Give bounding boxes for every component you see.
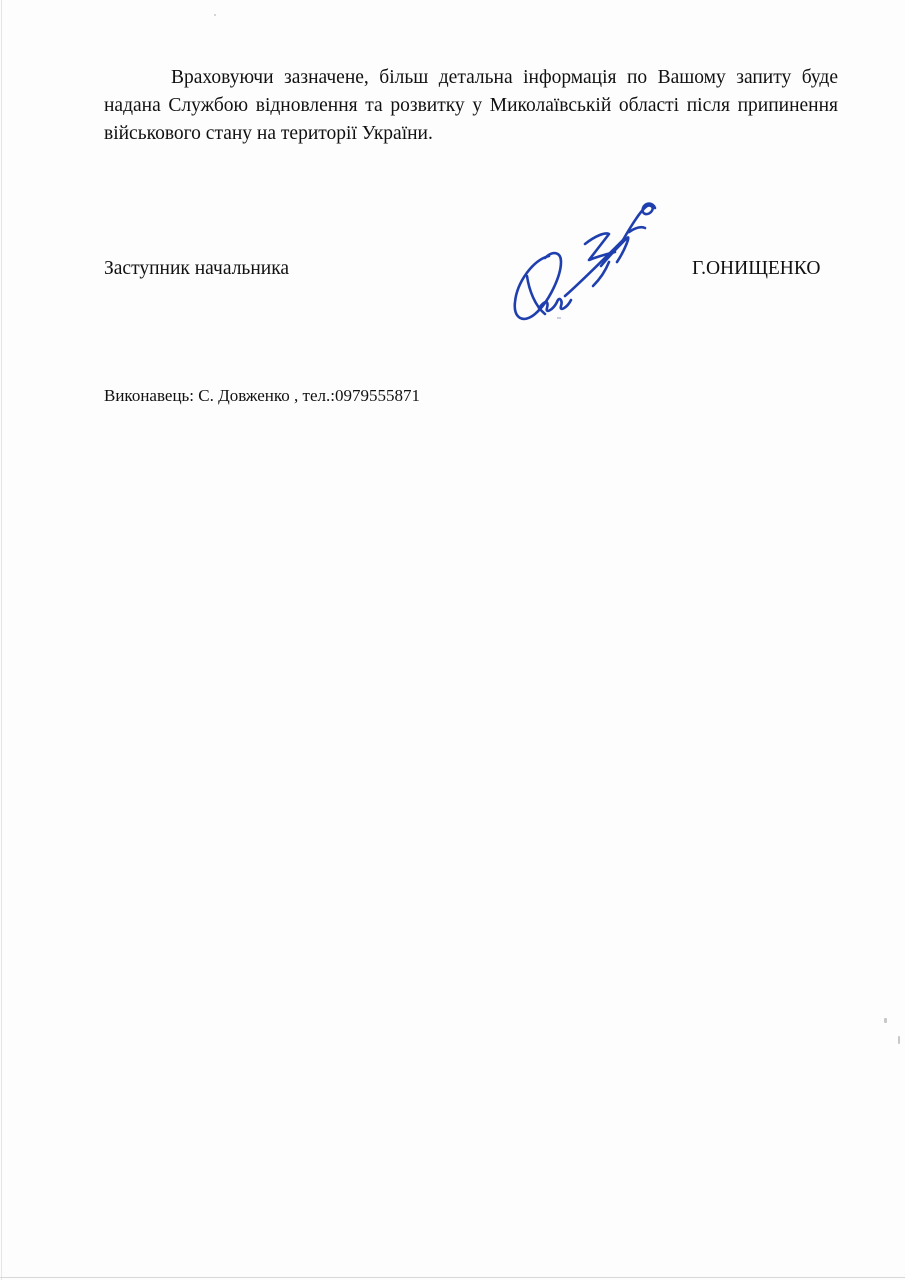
scan-edge — [1, 0, 2, 1280]
scan-speck — [214, 14, 216, 16]
handwritten-signature — [505, 196, 665, 326]
scan-speck — [898, 1036, 900, 1044]
scan-speck — [884, 1018, 887, 1023]
executor-contact: Виконавець: С. Довженко , тел.:0979555871 — [104, 386, 420, 405]
signatory-name: Г.ОНИЩЕНКО — [692, 258, 821, 279]
body-paragraph: Враховуючи зазначене, більш детальна інформація по Вашому запиту буде надана Службою відновлення та розвитку у Миколаївській області після припинення військового стану на території України. — [104, 67, 838, 144]
scan-edge — [0, 1277, 905, 1278]
signatory-role: Заступник начальника — [104, 258, 290, 279]
